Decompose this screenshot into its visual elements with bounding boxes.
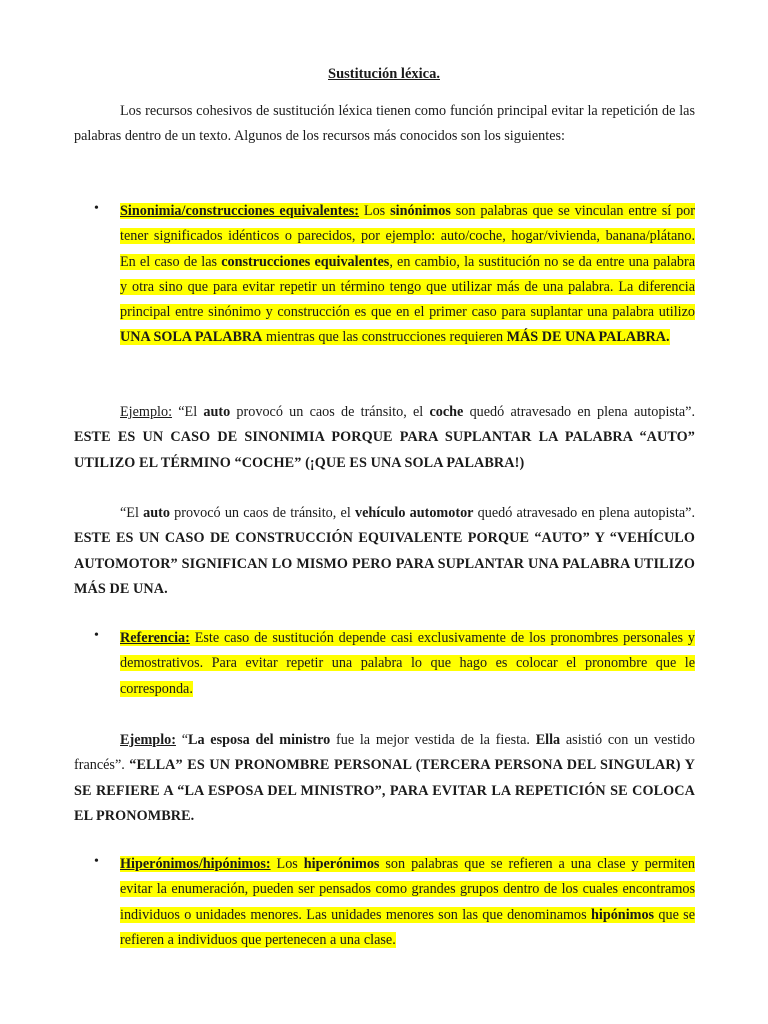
ejemplo1-bold-1: auto [203, 404, 231, 420]
ejemplo2-caps: ESTE ES UN CASO DE CONSTRUCCIÓN EQUIVALENTE PORQUE “AUTO” Y “VEHÍCULO AUTOMOTOR” SIGNIFICAN LO MISMO PERO PARA SUPLANTAR UNA PALABRA UTILIZO MÁS DE UNA. [74, 530, 695, 597]
hiperonimos-text-2: son palabras que se refieren a una clase y permiten evitar la enumeración, pueden ser pensados como grandes grupos dentro de los cuales encontramos individuos o unidades menores. Las unidades menores son las que denominamos [120, 856, 695, 923]
ejemplo3-text-2: fue la mejor vestida de la fiesta. [330, 732, 536, 748]
ejemplo3-bold-2: Ella [535, 732, 561, 748]
ejemplo1-text-3: quedó atravesado en plena autopista”. [463, 404, 696, 420]
sinonimia-text-4: mientras que las construcciones requieren [262, 329, 507, 346]
hiperonimos-text-3: que se refieren a individuos que pertenecen a una clase. [120, 906, 695, 948]
sinonimia-heading: Sinonimia/construcciones equivalentes: [120, 203, 360, 219]
bullet-hiperonimos: • [94, 854, 99, 869]
ejemplo2-bold-1: auto [143, 505, 170, 521]
ejemplo2-text-3: quedó atravesado en plena autopista”. [473, 505, 695, 521]
sinonimia-paragraph [120, 199, 695, 351]
hiperonimos-paragraph [120, 852, 695, 953]
hiperonimos-heading: Hiperónimos/hipónimos: [120, 856, 271, 872]
ejemplo3-label: Ejemplo: [120, 732, 176, 748]
bullet-sinonimia: • [94, 201, 99, 216]
referencia-heading: Referencia: [120, 630, 190, 646]
ejemplo3-bold-1: La esposa del ministro [188, 732, 331, 748]
intro-paragraph: Los recursos cohesivos de sustitución léxica tienen como función principal evitar la repetición de las palabras dentro de un texto. Algunos de los recursos más conocidos son los siguientes: [74, 103, 695, 145]
ejemplo-referencia [74, 728, 695, 829]
referencia-text: Este caso de sustitución depende casi exclusivamente de los pronombres personales y demostrativos. Para evitar repetir una palabra lo que hago es colocar el pronombre que le corresponda. [120, 630, 695, 697]
ejemplo1-label: Ejemplo: [120, 404, 173, 420]
sinonimia-bold-2: construcciones equivalentes [221, 253, 390, 270]
ejemplo-construccion [74, 501, 695, 602]
ejemplo3-text-1: “ [175, 732, 188, 748]
ejemplo1-bold-2: coche [429, 404, 464, 420]
ejemplo3-caps: “ELLA” ES UN PRONOMBRE PERSONAL (TERCERA PERSONA DEL SINGULAR) Y SE REFIERE A “LA ESPOSA DEL MINISTRO”, PARA EVITAR LA REPETICIÓN SE COLOCA EL PRONOMBRE. [74, 757, 695, 824]
hiperonimos-text-1: Los [270, 856, 304, 872]
ejemplo1-text-1: “El [172, 404, 204, 420]
hiperonimos-bold-2: hipónimos [590, 906, 655, 923]
ejemplo2-text-2: provocó un caos de tránsito, el [169, 505, 355, 521]
sinonimia-text-1: Los [359, 203, 391, 219]
sinonimia-bold-1: sinónimos [390, 203, 451, 219]
ejemplo1-text-2: provocó un caos de tránsito, el [230, 404, 430, 420]
referencia-paragraph [120, 626, 695, 702]
page-title: Sustitución léxica. [328, 66, 440, 82]
ejemplo2-bold-2: vehículo automotor [354, 505, 474, 521]
ejemplo3-text-3: asistió con un vestido francés”. [74, 732, 695, 774]
sinonimia-bold-4: MÁS DE UNA PALABRA. [506, 329, 670, 346]
bullet-referencia: • [94, 628, 99, 643]
sinonimia-text-3: , en cambio, la sustitución no se da entre una palabra y otra sino que para evitar repetir un término tengo que utilizar más de una palabra. La diferencia principal entre sinónimo y construcción es que en el primer caso para suplantar una palabra utilizo [120, 253, 695, 321]
sinonimia-text-2: son palabras que se vinculan entre sí por tener significados idénticos o parecidos, por ejemplo: auto/coche, hogar/vivienda, banana/plátano. En el caso de las [120, 203, 695, 270]
ejemplo1-caps: ESTE ES UN CASO DE SINONIMIA PORQUE PARA SUPLANTAR LA PALABRA “AUTO” UTILIZO EL TÉRMINO “COCHE” (¡QUE ES UNA SOLA PALABRA!) [74, 429, 695, 471]
ejemplo-sinonimia [74, 400, 695, 476]
hiperonimos-bold-1: hiperónimos [303, 856, 380, 872]
ejemplo2-text-1: “El [120, 505, 144, 521]
sinonimia-bold-3: UNA SOLA PALABRA [120, 329, 263, 346]
